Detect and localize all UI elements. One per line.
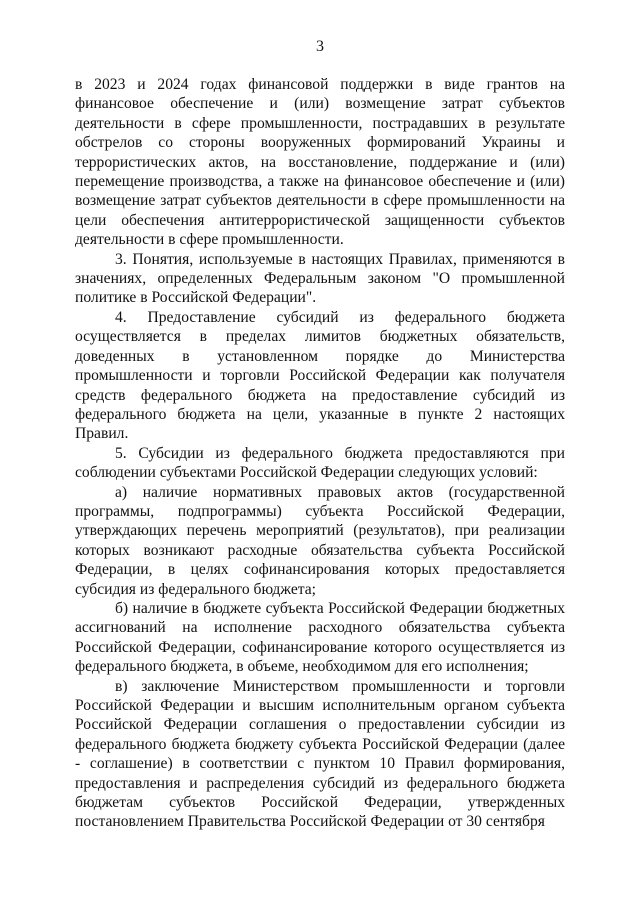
paragraph-4: 4. Предоставление субсидий из федерального бюджета осуществляется в пределах лимитов бюджетных обязательств, доведенных в установленном порядке до Министерства промышленности и торговли Российской Федерации как получателя средств федерального бюджета на предоставление субсидий из федерального бюджета на цели, указанные в пункте 2 настоящих Правил.	[75, 308, 565, 443]
paragraph-5v: в) заключение Министерством промышленности и торговли Российской Федерации и высшим исполнительным органом субъекта Российской Федерации соглашения о предоставлении субсидии из федерального бюджета бюджету субъекта Российской Федерации (далее - соглашение) в соответствии с пунктом 10 Правил формирования, предоставления и распределения субсидий из федерального бюджета бюджетам субъектов Российской Федерации, утвержденных постановлением Правительства Российской Федерации от 30 сентября	[75, 677, 565, 831]
paragraph-5a: а) наличие нормативных правовых актов (государственной программы, подпрограммы) субъекта Российской Федерации, утверждающих перечень мероприятий (результатов), при реализации которых возникают расходные обязательства субъекта Российской Федерации, в целях софинансирования которых предоставляется субсидия из федерального бюджета;	[75, 483, 565, 598]
paragraph-continuation: в 2023 и 2024 годах финансовой поддержки в виде грантов на финансовое обеспечение и (или) возмещение затрат субъектов деятельности в сфере промышленности, пострадавших в результате обстрелов со стороны вооруженных формирований Украины и террористических актов, на восстановление, поддержание и (или) перемещение производства, а также на финансовое обеспечение и (или) возмещение затрат субъектов деятельности в сфере промышленности на цели обеспечения антитеррористической защищенности субъектов деятельности в сфере промышленности.	[75, 76, 565, 249]
paragraph-5: 5. Субсидии из федерального бюджета предоставляются при соблюдении субъектами Российской Федерации следующих условий:	[75, 444, 565, 482]
paragraph-3: 3. Понятия, используемые в настоящих Правилах, применяются в значениях, определенных Федеральным законом "О промышленной политике в Российской Федерации".	[75, 250, 565, 307]
document-body	[75, 75, 565, 832]
page-number: 3	[316, 38, 324, 55]
paragraph-5b: б) наличие в бюджете субъекта Российской Федерации бюджетных ассигнований на исполнение расходного обязательства субъекта Российской Федерации, софинансирование которого осуществляется из федерального бюджета, в объеме, необходимом для его исполнения;	[75, 599, 565, 676]
